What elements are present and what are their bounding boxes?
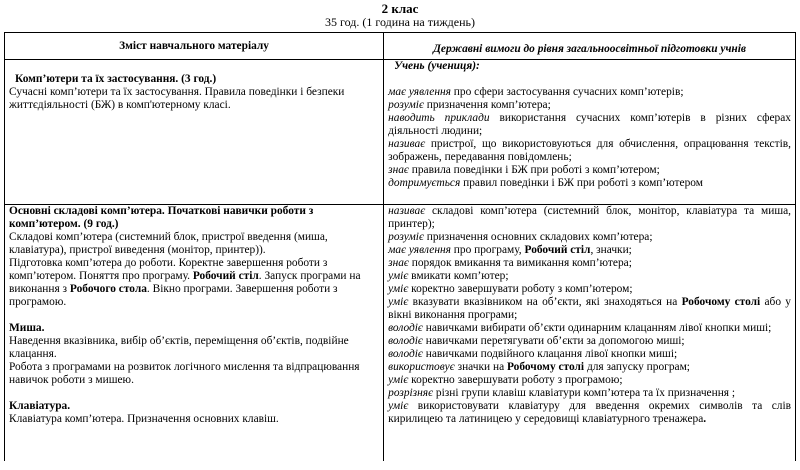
- requirement-item: уміє коректно завершувати роботу з програмою;: [388, 374, 623, 386]
- column-header-requirements: Державні вимоги до рівня загальноосвітньої підготовки учнів: [384, 33, 796, 60]
- requirement-item: уміє вмикати комп’ютер;: [388, 270, 509, 282]
- requirement-item: розуміє призначення основних складових комп’ютера;: [388, 231, 653, 243]
- section-title: Комп’ютери та їх застосування. (3 год.): [15, 73, 217, 85]
- curriculum-table: [4, 32, 796, 461]
- requirement-item: має уявлення про сфери застосування сучасних комп’ютерів;: [388, 86, 684, 98]
- requirement-item: володіє навичками вибирати об’єкти одинарним клацанням лівої кнопки миші;: [388, 322, 772, 334]
- requirements-cell: [384, 60, 796, 205]
- section-text: Сучасні комп’ютери та їх застосування. Правила поведінки і безпеки життєдіяльності (БЖ) в комп'ютерному класі.: [9, 86, 345, 111]
- student-label: Учень (учениця):: [394, 60, 480, 72]
- table-header-row: [5, 33, 796, 60]
- content-cell: [5, 60, 384, 205]
- requirement-item: розрізняє різні групи клавіш клавіатури комп’ютера та їх призначення ;: [388, 387, 736, 399]
- requirement-item: володіє навичками подвійного клацання лівої кнопки миші;: [388, 348, 678, 360]
- requirement-item: наводить приклади використання сучасних комп’ютерів в різних сферах діяльності людини;: [388, 112, 791, 137]
- page-subtitle: 35 год. (1 година на тиждень): [325, 15, 475, 29]
- requirement-item: називає пристрої, що використовуються для обчислення, опрацювання текстів, зображень, передавання повідомлень;: [388, 138, 791, 163]
- section-text: Підготовка комп’ютера до роботи. Коректне завершення роботи з комп’ютером. Поняття про програму. Робочий стіл. Запуск програми на виконання з Робочого стола. Вікно програми. Завершення роботи з програмою.: [9, 257, 361, 308]
- requirements-cell: [384, 205, 796, 462]
- section-title: Основні складові комп’ютера. Початкові навички роботи з комп’ютером. (9 год.): [9, 205, 314, 230]
- requirement-item: називає складові комп’ютера (системний блок, монітор, клавіатура та миша, принтер);: [388, 205, 791, 230]
- section-text: Наведення вказівника, вибір об’єктів, переміщення об’єктів, подвійне клацання.: [9, 335, 349, 360]
- content-cell: [5, 205, 384, 462]
- requirement-item: має уявлення про програму, Робочий стіл, значки;: [388, 244, 632, 256]
- section-text: Клавіатура комп’ютера. Призначення основних клавіш.: [9, 413, 279, 425]
- subsection-title: Миша.: [9, 322, 45, 334]
- table-row: [5, 205, 796, 462]
- section-text: Робота з програмами на розвиток логічного мислення та відпрацювання навичок роботи з мишею.: [9, 361, 360, 386]
- requirement-item: уміє вказувати вказівником на об’єкти, які знаходяться на Робочому столі або у вікні виконання програми;: [388, 296, 792, 321]
- requirement-item: уміє коректно завершувати роботу з комп’ютером;: [388, 283, 633, 295]
- column-header-content: Зміст навчального матеріалу: [5, 33, 384, 60]
- requirement-item: знає порядок вмикання та вимикання комп’ютера;: [388, 257, 632, 269]
- requirement-item: розуміє призначення комп’ютера;: [388, 99, 551, 111]
- table-row: [5, 60, 796, 205]
- subsection-title: Клавіатура.: [9, 400, 71, 412]
- page-title: 2 клас: [381, 1, 419, 16]
- requirement-item: володіє навичками перетягувати об’єкти за допомогою миші;: [388, 335, 685, 347]
- section-text: Складові комп’ютера (системний блок, пристрої введення (миша, клавіатура), пристрої виведення (монітор, принтер)).: [9, 231, 328, 256]
- requirement-item: уміє використовувати клавіатуру для введення окремих символів та слів кирилицею та латиницею у середовищі клавіатурного тренажера.: [388, 400, 791, 425]
- requirement-item: знає правила поведінки і БЖ при роботі з комп’ютером;: [388, 164, 660, 176]
- requirement-item: використовує значки на Робочому столі для запуску програм;: [388, 361, 690, 373]
- requirement-item: дотримується правил поведінки і БЖ при роботі з комп’ютером: [388, 177, 703, 189]
